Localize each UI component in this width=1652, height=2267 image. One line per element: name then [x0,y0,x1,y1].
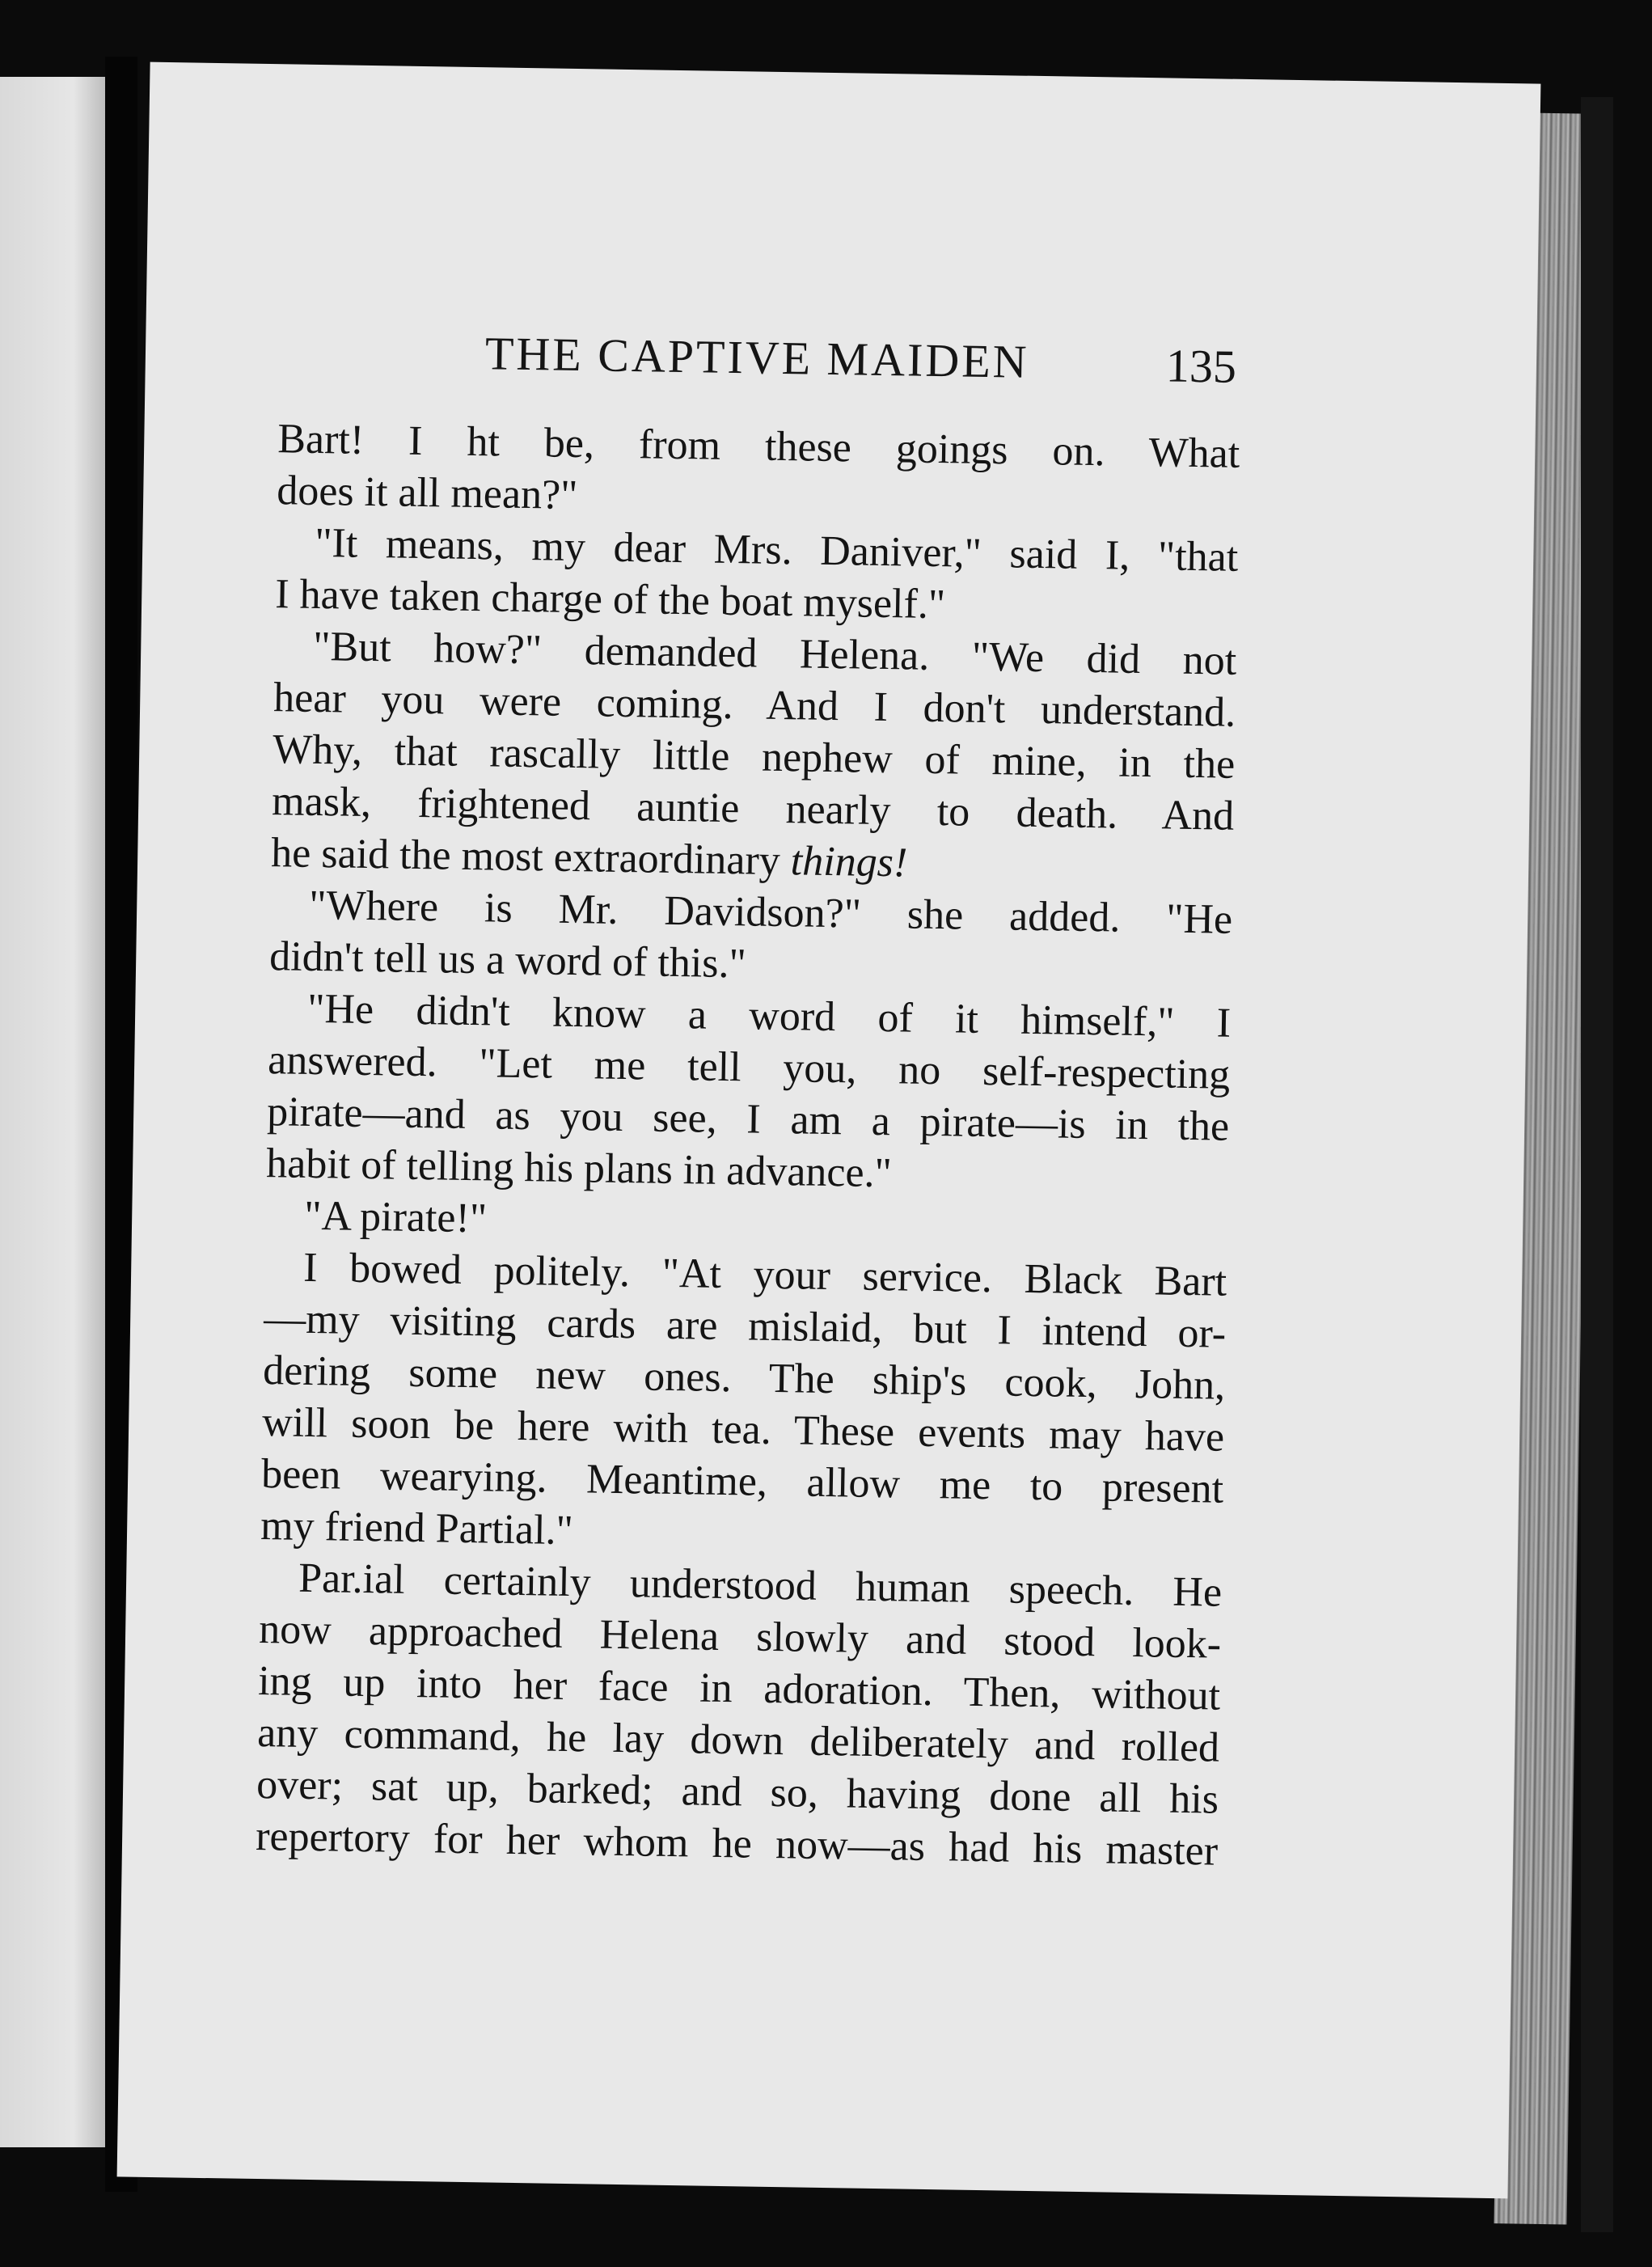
text-line-content: didn't tell us a word of this." [268,933,747,988]
text-line-content: Par.ial certainly understood human speech. He [298,1554,1223,1616]
text-line-content: any command, he lay down deliberately and rolled [256,1709,1220,1771]
page-number: 135 [1165,339,1237,393]
text-line-content: "He didn't know a word of it himself," I [306,985,1232,1047]
text-line-content: been wearying. Meantime, allow me to present [260,1451,1224,1512]
text-line-content: I have taken charge of the boat myself." [274,571,946,628]
text-line-content: repertory for her whom he now—as had his master [255,1812,1219,1875]
text-line-content: Bart! I ht be, from these goings on. What [277,416,1240,477]
text-line-content: does it all mean?" [276,467,578,519]
italic-emphasis: things! [790,838,908,886]
text-line-content: now approached Helena slowly and stood look- [258,1606,1222,1668]
text-line-content: "A pirate!" [303,1192,488,1242]
fore-edge-shadow [1581,97,1613,2232]
text-line-content: over; sat up, barked; and so, having done all his [256,1761,1219,1823]
text-line-content: hear you were coming. And I don't understand. [273,675,1236,736]
text-line-content: he said the most extraordinary [270,830,781,885]
body-text [256,413,1240,1877]
book-page [117,62,1541,2199]
text-line-content: pirate—and as you see, I am a pirate—is in the [266,1089,1230,1150]
text-line-content: ing up into her face in adoration. Then, without [257,1658,1221,1719]
running-head-title: THE CAPTIVE MAIDEN [484,327,1030,388]
text-line-content: dering some new ones. The ship's cook, John, [262,1347,1226,1409]
text-line-content: mask, frightened auntie nearly to death. And [271,778,1235,840]
text-line-content: will soon be here with tea. These events may have [261,1399,1225,1461]
text-line-content: "Where is Mr. Davidson?" she added. "He [308,882,1233,943]
text-line-content: my friend Partial." [260,1503,574,1554]
text-line-content: answered. "Let me tell you, no self-respecting [267,1037,1231,1098]
text-line-content: I bowed politely. "At your service. Black Bart [302,1244,1227,1305]
previous-page-edge [0,77,105,2147]
text-line-content: Why, that rascally little nephew of mine, in the [272,726,1236,788]
text-line-content: —my visiting cards are mislaid, but I intend or- [263,1296,1227,1357]
text-line-content: "It means, my dear Mrs. Daniver," said I, "that [314,519,1239,581]
text-line-content: habit of telling his plans in advance." [265,1140,893,1197]
text-line-content: "But how?" demanded Helena. "We did not [312,623,1237,684]
running-head [145,321,1536,408]
